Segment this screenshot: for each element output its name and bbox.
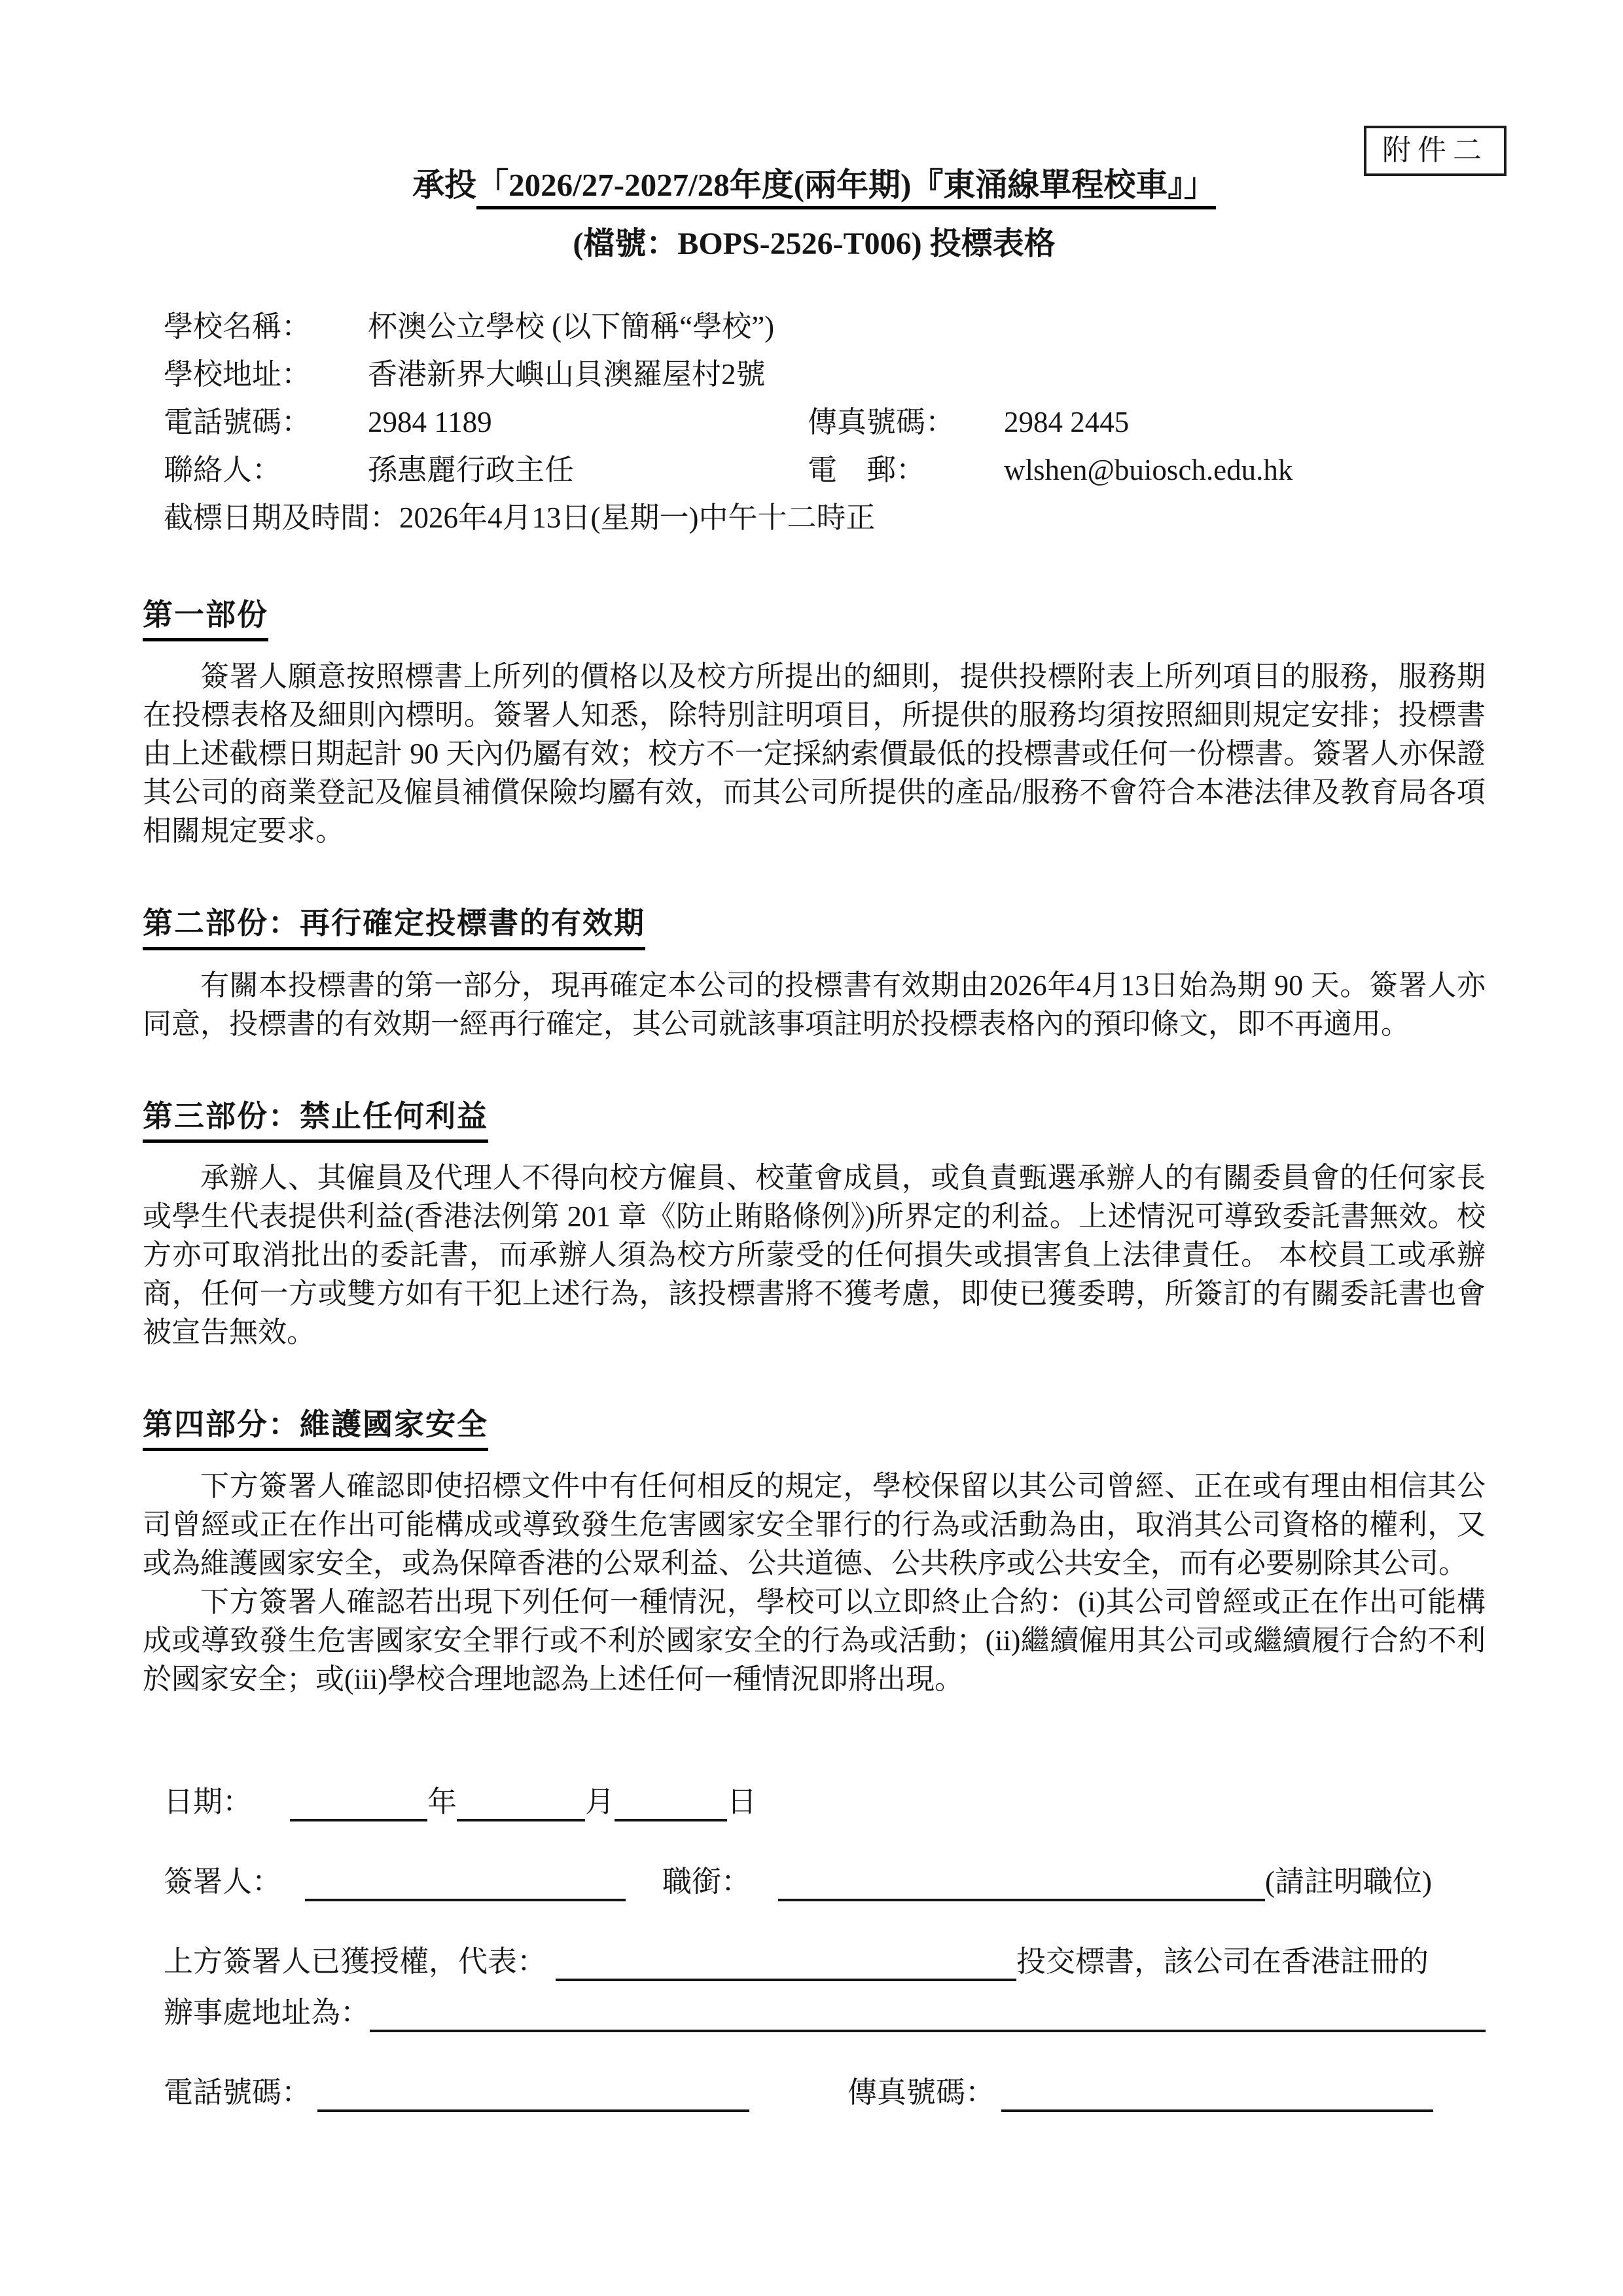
section-3-paragraph: 承辦人、其僱員及代理人不得向校方僱員、校董會成員，或負責甄選承辦人的有關委員會的任何家長或學生代表提供利益(香港法例第 201 章《防止賄賂條例》)所界定的利益。上述情況可導致委託書無效。校方亦可取消批出的委託書，而承辦人須為校方所蒙受的任何損失或損害負上法律責任。 本校員工或承辦商，任何一方或雙方如有干犯上述行為，該投標書將不獲考慮，即使已獲委聘，所簽訂的有關委託書也會被宣告無效。 [143, 1161, 1486, 1348]
office-address-row [164, 1993, 1486, 2032]
office-address-label: 辦事處地址為： [164, 1996, 370, 2029]
day-suffix: 日 [727, 1785, 757, 1818]
school-name-label: 學校名稱： [164, 310, 312, 344]
email-label: 電 郵： [808, 454, 926, 487]
authorization-suffix: 投交標書，該公司在香港註冊的 [1016, 1945, 1429, 1978]
email-value: wlshen@buiosch.edu.hk [1004, 454, 1293, 487]
page-content [143, 0, 1486, 2112]
deadline-value: 截標日期及時間：2026年4月13日(星期一)中午十二時正 [164, 501, 876, 535]
form-fax-blank [1001, 2077, 1433, 2113]
contact-label: 聯絡人： [164, 454, 282, 487]
section-1 [143, 597, 1486, 850]
section-4-paragraph-1: 下方簽署人確認即使招標文件中有任何相反的規定，學校保留以其公司曾經、正在或有理由相信其公司曾經或正在作出可能構成或導致發生危害國家安全罪行的行為或活動為由，取消其公司資格的權利，又或為維護國家安全，或為保障香港的公眾利益、公共道德、公共秩序或公共安全，而有必要剔除其公司。 [143, 1470, 1486, 1579]
title-prefix: 承投 [412, 167, 477, 203]
school-name-row [164, 303, 1486, 351]
signature-form [143, 1782, 1486, 2112]
post-note: (請註明職位) [1265, 1865, 1433, 1898]
school-address-label: 學校地址： [164, 358, 312, 391]
section-2-paragraph: 有關本投標書的第一部分，現再確定本公司的投標書有效期由2026年4月13日始為期 90 天。簽署人亦同意，投標書的有效期一經再行確定，其公司就該事項註明於投標表格內的預印條文，即不再適用。 [143, 969, 1486, 1040]
attachment-badge: 附件二 [1364, 126, 1507, 176]
school-address-value: 香港新界大嶼山貝澳羅屋村2號 [368, 358, 766, 391]
document-subtitle: (檔號：BOPS-2526-T006) 投標表格 [573, 226, 1056, 262]
post-label: 職銜： [662, 1865, 751, 1898]
school-name-value: 杯澳公立學校 (以下簡稱“學校”) [368, 310, 775, 344]
signer-label: 簽署人： [164, 1865, 282, 1898]
year-suffix: 年 [427, 1785, 457, 1818]
section-2-heading: 第二部份：再行確定投標書的有效期 [143, 905, 645, 950]
contact-email-row [164, 446, 1486, 494]
document-title [143, 165, 1486, 205]
section-3 [143, 1098, 1486, 1352]
form-phone-blank [317, 2077, 749, 2113]
date-year-blank [290, 1787, 427, 1822]
signer-row [164, 1862, 1486, 1901]
phone-fax-row [164, 399, 1486, 446]
section-1-paragraph: 簽署人願意按照標書上所列的價格以及校方所提出的細則，提供投標附表上所列項目的服務，服務期在投標表格及細則內標明。簽署人知悉，除特別註明項目，所提供的服務均須按照細則規定安排；投標書由上述截標日期起計 90 天內仍屬有效；校方不一定採納索價最低的投標書或任何一份標書。簽署人亦保證其公司的商業登記及僱員補償保險均屬有效，而其公司所提供的產品/服務不會符合本港法律及教育局各項相關規定要求。 [143, 660, 1486, 848]
post-blank [778, 1867, 1265, 1902]
section-1-heading: 第一部份 [143, 597, 268, 641]
signer-blank [305, 1867, 626, 1902]
section-4 [143, 1407, 1486, 1698]
authorization-row [164, 1942, 1486, 1981]
fax-label: 傳真號碼： [808, 406, 955, 439]
company-name-blank [556, 1946, 1016, 1982]
title-underlined-text: 「2026/27-2027/28年度(兩年期)『東涌線單程校車』」 [476, 167, 1216, 209]
title-block [143, 165, 1486, 264]
phone-label: 電話號碼： [164, 406, 312, 439]
fax-value: 2984 2445 [1004, 406, 1130, 439]
authorization-prefix: 上方簽署人已獲授權，代表： [164, 1945, 547, 1978]
school-address-row [164, 351, 1486, 399]
date-label: 日期： [164, 1785, 253, 1818]
date-day-blank [615, 1787, 727, 1822]
date-month-blank [457, 1787, 585, 1822]
school-info-block [143, 303, 1486, 542]
phone-value: 2984 1189 [368, 406, 492, 439]
form-phone-label: 電話號碼： [164, 2076, 312, 2109]
section-3-heading: 第三部份：禁止任何利益 [143, 1098, 488, 1143]
contact-value: 孫惠麗行政主任 [368, 454, 575, 487]
deadline-row [164, 494, 1486, 542]
month-suffix: 月 [585, 1785, 615, 1818]
form-fax-label: 傳真號碼： [847, 2076, 995, 2109]
section-2 [143, 905, 1486, 1043]
section-4-heading: 第四部分：維護國家安全 [143, 1407, 488, 1451]
section-4-paragraph-2: 下方簽署人確認若出現下列任何一種情況，學校可以立即終止合約：(i)其公司曾經或正在作出可能構成或導致發生危害國家安全罪行或不利於國家安全的行為或活動；(ii)繼續僱用其公司或繼續履行合約不利於國家安全；或(iii)學校合理地認為上述任何一種情況即將出現。 [143, 1586, 1486, 1695]
date-row [164, 1782, 1486, 1821]
contact-numbers-row [164, 2073, 1486, 2112]
office-address-blank [370, 1998, 1486, 2033]
